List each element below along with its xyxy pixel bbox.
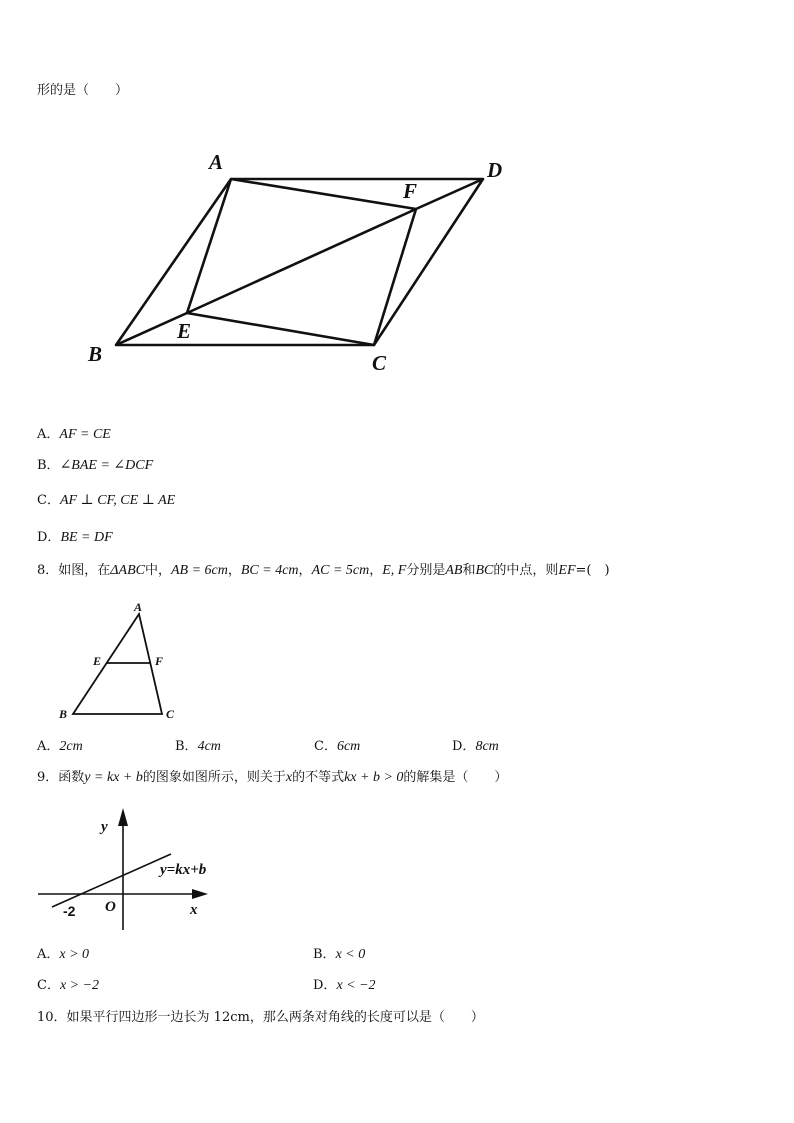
graph-label-y: y xyxy=(101,819,108,835)
q9-stem: 9．函数y = kx + b的图象如图所示，则关于x的不等式kx + b > 0的解集是（ ） xyxy=(37,770,508,785)
x-axis-arrow xyxy=(192,889,208,899)
q8-option-a[interactable]: A．2cm xyxy=(37,739,83,754)
q7-option-d[interactable]: D．BE = DF xyxy=(37,530,113,545)
label-c: C xyxy=(372,351,387,375)
q8-option-c[interactable]: C．6cm xyxy=(314,739,361,754)
graph-label-neg2: -2 xyxy=(63,903,76,919)
graph-label-x: x xyxy=(190,902,198,918)
label-a: A xyxy=(209,150,224,174)
tri-label-e: E xyxy=(93,654,102,668)
tri-label-f: F xyxy=(155,654,164,668)
tri-label-a: A xyxy=(134,600,143,614)
q7-option-b[interactable]: B．∠BAE = ∠DCF xyxy=(37,458,154,473)
q10-stem: 10．如果平行四边形一边长为 12cm，那么两条对角线的长度可以是（ ） xyxy=(37,1010,484,1025)
label-f: F xyxy=(403,179,418,203)
q7-option-a[interactable]: A．AF = CE xyxy=(37,427,111,442)
q9-options-row-2 xyxy=(37,977,537,995)
q8-stem: 8．如图，在ΔABC中，AB = 6cm，BC = 4cm，AC = 5cm，E, F分别是AB和BC的中点，则EF=( ) xyxy=(37,563,610,578)
label-b: B xyxy=(88,342,103,366)
q8-option-d[interactable]: D．8cm xyxy=(452,739,499,754)
y-axis-arrow xyxy=(118,808,128,826)
q8-option-b[interactable]: B．4cm xyxy=(175,739,221,754)
question-tail-text: 形的是（ ） xyxy=(37,83,129,98)
q9-option-d[interactable]: D．x < −2 xyxy=(313,978,376,993)
q9-option-b[interactable]: B．x < 0 xyxy=(313,947,366,962)
q9-option-a[interactable]: A．x > 0 xyxy=(37,947,90,962)
graph-label-origin: O xyxy=(105,899,116,915)
label-e: E xyxy=(177,319,192,343)
label-d: D xyxy=(487,158,503,182)
tri-label-c: C xyxy=(166,707,175,721)
q9-options-row-1 xyxy=(37,946,537,964)
q7-option-c[interactable]: C．AF ⊥ CF, CE ⊥ AE xyxy=(37,493,176,508)
q9-option-c[interactable]: C．x > −2 xyxy=(37,978,100,993)
graph-label-eq: y=kx+b xyxy=(160,862,207,878)
tri-label-b: B xyxy=(59,707,68,721)
